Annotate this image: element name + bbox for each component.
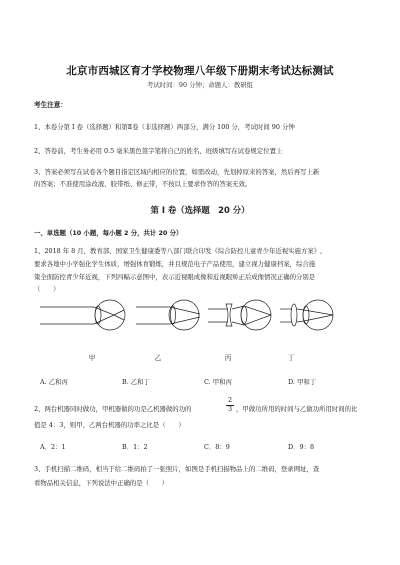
q2-option-a: A．2：1: [40, 443, 66, 451]
q2-line-1b: ，甲做功所用的时间与乙做功所用时间的比: [236, 405, 358, 413]
q2-line-2: 值是 4：3，则甲、乙两台机器的功率之比是（ ）: [34, 421, 185, 429]
q2-option-b: B．1：2: [122, 443, 148, 451]
exam-info: 考试时间：90 分钟；命题人：教研组: [146, 81, 254, 89]
eye-diagram-bing: [208, 300, 271, 330]
fraction-denominator: 3: [227, 405, 233, 413]
figure-label-ding: 丁: [287, 354, 295, 362]
q1-line-4: （ ）: [34, 285, 60, 293]
eye-diagram-yi: [136, 300, 200, 330]
note-item-2: 2、答卷前，考生务必用 0.5 毫米黑色签字笔将自己的姓名、班级填写在试卷规定位置上: [34, 147, 283, 155]
q2-option-c: C．8：9: [204, 443, 230, 451]
q1-option-c: C. 甲和丙: [204, 378, 232, 386]
note-item-3-line-1: 3、答案必须写在试卷各个题目指定区域内相应的位置，如需改动，先划掉原来的答案，然后再写上新: [34, 168, 320, 176]
note-item-3-line-2: 的答案；不准使用涂改液、胶带纸、修正带，不按以上要求作答的答案无效。: [34, 180, 252, 188]
q1-option-b: B. 乙和丁: [122, 378, 150, 386]
q2-option-d: D．9：8: [288, 443, 315, 451]
q2-line-1a: 2、两台机器同时做功，甲机器做的功是乙机器做的功的: [34, 405, 192, 413]
eye-diagram-ding: [280, 300, 333, 330]
figure-label-yi: 乙: [154, 354, 162, 362]
q3-line-1: 3、手机扫描二维码，相当于给二维码拍了一张照片，如图是手机扫描物品上的二维码，登录网址，查: [34, 465, 320, 473]
section-title: 第 I 卷（选择题 20 分）: [150, 205, 250, 215]
fraction-numerator: 2: [227, 396, 233, 404]
q2-fraction: [226, 397, 234, 413]
figure-label-bing: 丙: [224, 354, 232, 362]
note-item-1: 1、本卷分第 I 卷（选择题）和第Ⅱ卷（非选择题）两部分，满分 100 分，考试时间 90 分钟: [34, 123, 295, 131]
page-title: 北京市西城区育才学校物理八年级下册期末考试达标测试: [66, 65, 334, 77]
q3-line-2: 看物品相关信息，下列说法中正确的是（ ）: [34, 479, 169, 487]
notes-heading: 考生注意：: [34, 101, 67, 109]
eye-diagrams: [38, 292, 338, 354]
q1-line-1: 1、2018 年 8 月，教育部、国家卫生健康委等八部门联合印发《综合防控儿童青少年近视实施方案》,: [34, 247, 323, 255]
q1-option-a: A. 乙和丙: [40, 378, 68, 386]
figure-label-jia: 甲: [88, 354, 96, 362]
section-heading: 一、单选题（10 小题，每小题 2 分，共计 20 分）: [34, 229, 183, 237]
q1-line-3: 策全面防控青少年近视，下列四幅示意图中，表示近视眼成像和近视眼矫正后成像情况正确的分别是: [34, 273, 316, 281]
q1-option-d: D. 甲和丁: [288, 378, 317, 386]
q1-line-2: 要求各地中小学强化学生体质，增强体育锻炼，并且规范电子产品使用，建立视力健康档案，综合施: [34, 260, 316, 268]
eye-diagram-jia: [40, 300, 125, 330]
